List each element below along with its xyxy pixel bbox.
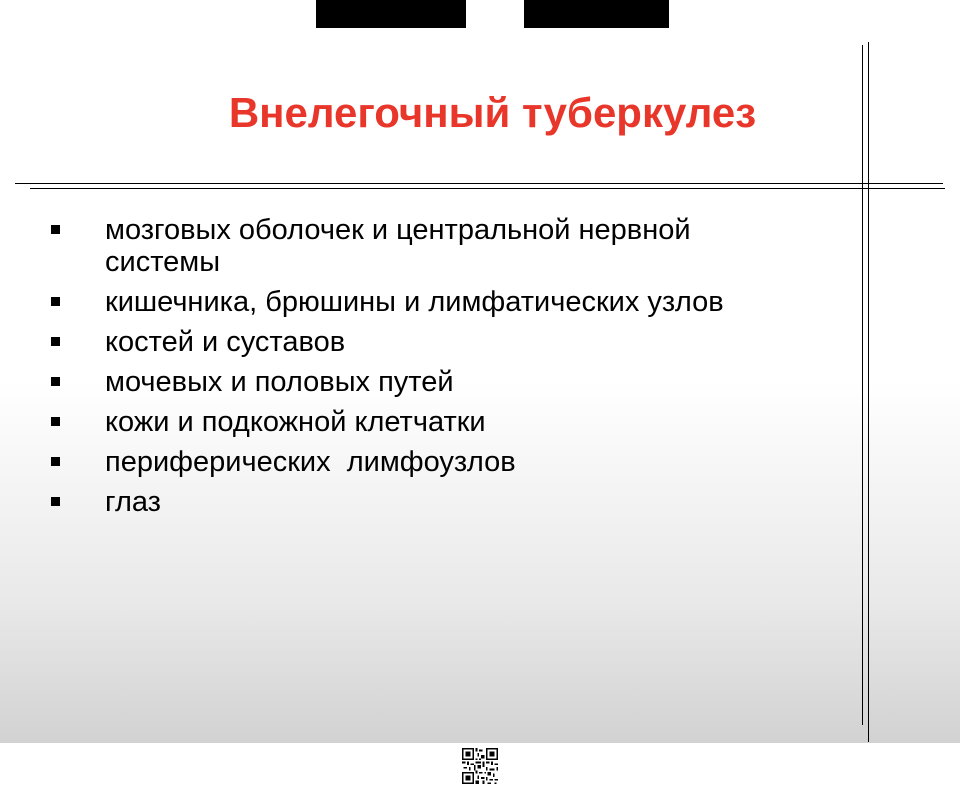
vertical-rule-right — [868, 42, 869, 742]
horizontal-rule-bottom — [30, 188, 945, 189]
list-item — [0, 486, 805, 518]
list-item-text: кишечника, брюшины и лимфатических узлов — [105, 286, 724, 318]
list-item — [0, 286, 805, 318]
redaction-block-right — [524, 0, 669, 28]
redaction-block-left — [316, 0, 466, 28]
list-item — [0, 406, 805, 438]
square-bullet-icon — [51, 457, 60, 466]
list-item-text: кожи и подкожной клетчатки — [105, 406, 486, 438]
horizontal-rule-top — [15, 183, 943, 184]
list-item-text: костей и суставов — [105, 326, 346, 358]
square-bullet-icon — [51, 337, 60, 346]
square-bullet-icon — [51, 297, 60, 306]
square-bullet-icon — [51, 377, 60, 386]
list-item — [0, 326, 805, 358]
slide-title: Внелегочный туберкулез — [228, 89, 757, 136]
list-item — [0, 214, 805, 278]
bullet-list — [0, 214, 860, 526]
list-item-text: мочевых и половых путей — [105, 366, 454, 398]
list-item — [0, 366, 805, 398]
vertical-rule-left — [862, 45, 863, 725]
qr-code-icon[interactable] — [462, 748, 498, 784]
square-bullet-icon — [51, 225, 60, 234]
list-item-text: периферических лимфоузлов — [105, 446, 516, 478]
square-bullet-icon — [51, 497, 60, 506]
list-item-text: мозговых оболочек и центральной нервной системы — [105, 214, 691, 278]
list-item-text: глаз — [105, 486, 161, 518]
square-bullet-icon — [51, 417, 60, 426]
list-item — [0, 446, 805, 478]
